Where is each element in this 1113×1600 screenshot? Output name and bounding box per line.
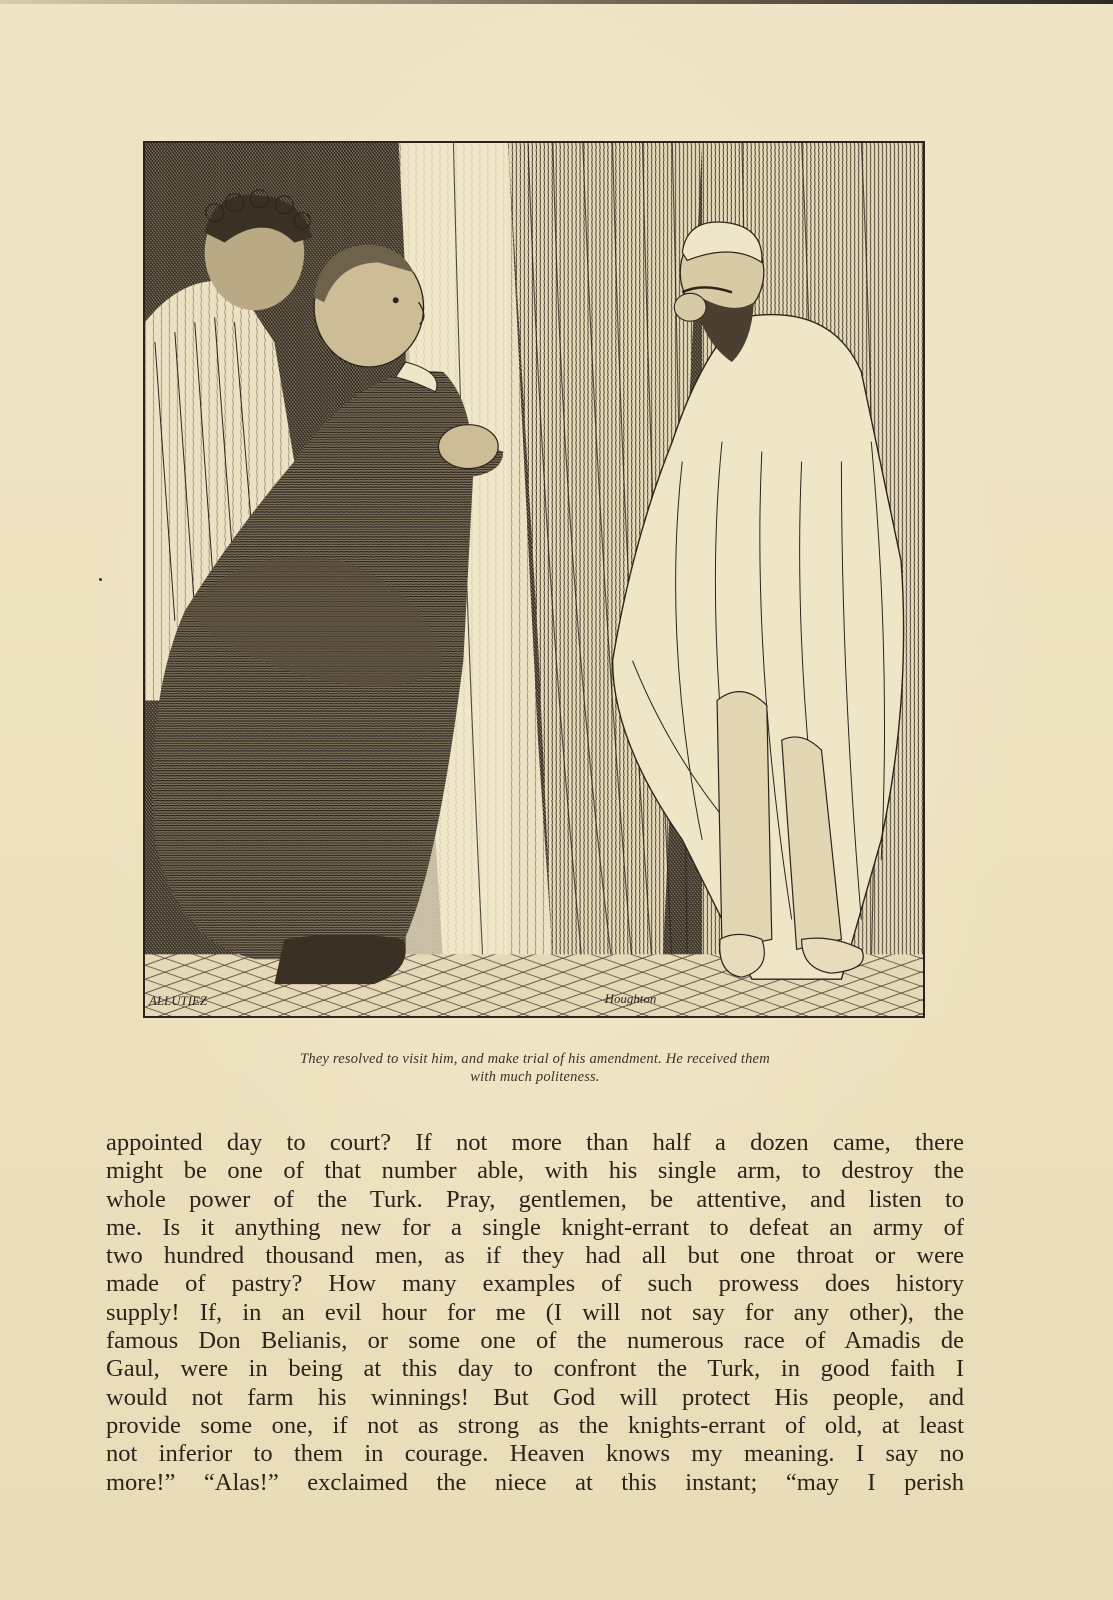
caption-line-1: They resolved to visit him, and make trial of his amendment. He received them [300, 1051, 770, 1067]
body-paragraph [106, 1129, 964, 1497]
text-line: might be one of that number able, with his single arm, to destroy the [106, 1157, 964, 1185]
text-line: not inferior to them in courage. Heaven knows my meaning. I say no [106, 1440, 964, 1468]
caption-line-2: with much politeness. [470, 1069, 600, 1085]
text-line: me. Is it anything new for a single knight-errant to defeat an army of [106, 1213, 964, 1241]
text-line: whole power of the Turk. Pray, gentlemen, be attentive, and listen to [106, 1185, 964, 1213]
text-line: Gaul, were in being at this day to confront the Turk, in good faith I [106, 1355, 964, 1383]
engraving-svg [145, 143, 923, 1016]
artist-monogram: ALLUTIEZ [148, 993, 208, 1009]
text-line: provide some one, if not as strong as the knights-errant of old, at least [106, 1411, 964, 1439]
engraving-illustration [143, 141, 925, 1018]
illustration-caption [150, 1050, 920, 1086]
text-line: appointed day to court? If not more than half a dozen came, there [106, 1129, 964, 1156]
page-top-edge [0, 0, 1113, 4]
text-line: famous Don Belianis, or some one of the numerous race of Amadis de [106, 1327, 964, 1355]
engraver-signature: Houghton [604, 991, 657, 1007]
text-line: made of pastry? How many examples of such prowess does history [106, 1270, 964, 1298]
text-line: two hundred thousand men, as if they had all but one throat or were [106, 1242, 964, 1270]
ink-speck [99, 578, 102, 581]
text-line: would not farm his winnings! But God will protect His people, and [106, 1383, 964, 1411]
text-line: supply! If, in an evil hour for me (I will not say for any other), the [106, 1298, 964, 1326]
text-line: more!” “Alas!” exclaimed the niece at this instant; “may I perish [106, 1468, 964, 1496]
